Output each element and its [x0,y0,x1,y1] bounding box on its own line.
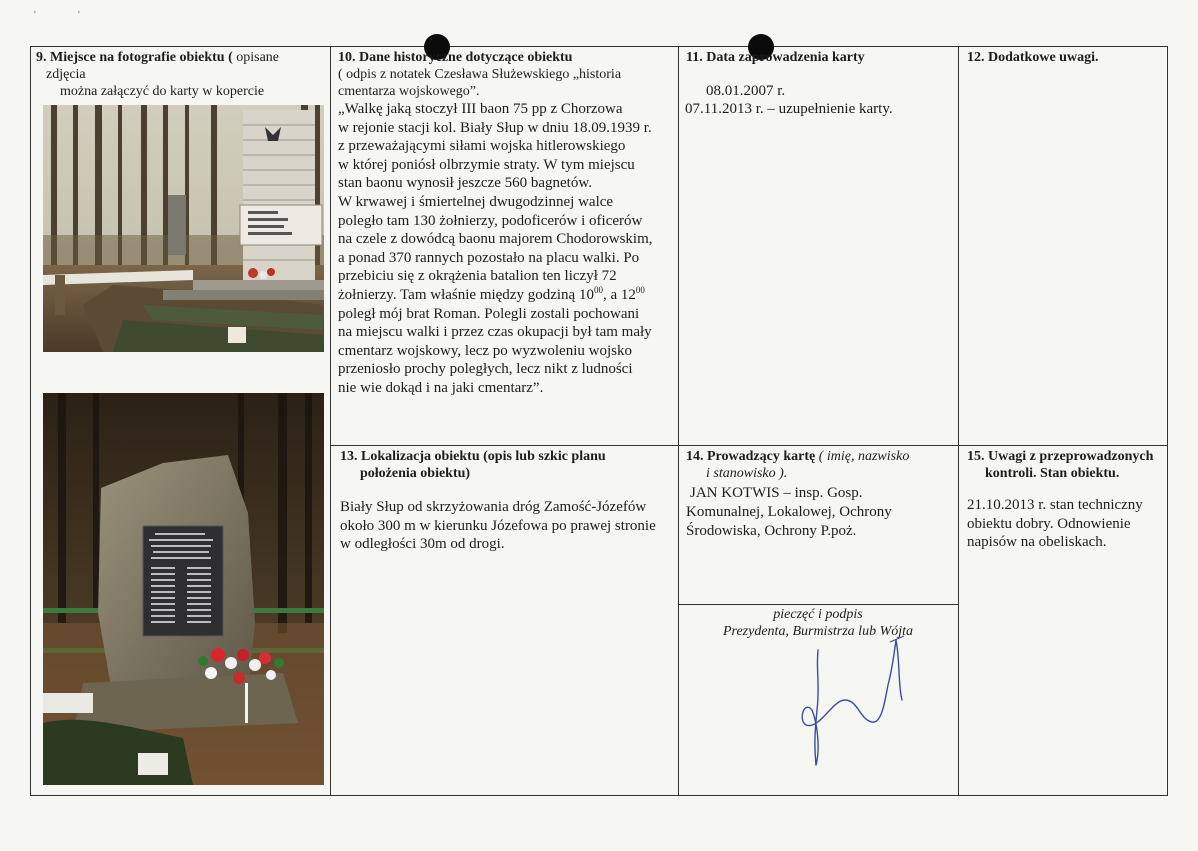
cell-historical-data [338,49,674,398]
history-line: przebiciu się z okrążenia batalion ten liczył 72 [338,268,617,285]
history-line: żołnierzy. Tam właśnie między godziną 10 [338,286,594,303]
column-divider [330,46,331,796]
card-date-update: 07.11.2013 r. – uzupełnienie karty. [685,101,893,117]
row-divider [330,445,1168,446]
cell-10-heading: 10. Dane historyczne dotyczące obiektu [338,50,573,65]
author-line: Komunalnej, Lokalowej, Ochrony [686,504,892,520]
cell-11-heading: 11. Data zaprowadzenia karty [686,50,865,65]
history-line-fragment: , a 12 [602,286,636,303]
location-line: około 300 m w kierunku Józefowa po prawej stronie [340,517,656,534]
scan-mark: ' [34,10,36,21]
cell-14-heading: 14. Prowadzący kartę [686,449,816,464]
remarks-line: napisów na obeliskach. [967,534,1107,550]
history-line: poległo tam 130 żołnierzy, podoficerów i oficerów [338,212,643,229]
history-line: z przeważającymi siłami wojska hitlerowskiego [338,138,626,155]
cell-photos [36,49,326,100]
cell-9-line: zdjęcia [46,67,86,82]
time-superscript: 00 [593,284,603,295]
remarks-line: obiektu dobry. Odnowienie [967,515,1131,532]
cell-14-heading-note: ( imię, nazwisko [815,449,910,464]
cell-9-heading: 9. Miejsce na fotografie obiektu ( [36,50,233,65]
cell-13-heading: 13. Lokalizacja obiektu (opis lub szkic planu [340,449,606,464]
cell-9-heading-rest: opisane [232,50,279,65]
history-line: w której poniósł olbrzymie straty. W tym miejscu [338,156,635,173]
cell-9-line: można załączyć do karty w kopercie [60,84,265,99]
photo-obelisk-memorial [43,105,324,352]
history-line: na czele z dowódcą baonu majorem Chodorowskim, [338,231,653,248]
column-divider [678,46,679,796]
cell-12-heading: 12. Dodatkowe uwagi. [967,50,1099,65]
remarks-line: 21.10.2013 r. stan techniczny [967,497,1143,513]
cell-card-author [686,448,954,541]
stamp-label: pieczęć i podpis [773,607,863,622]
history-line: cmentarz wojskowy, lecz po wyzwoleniu wojsko [338,342,632,359]
history-line: W krwawej i śmiertelnej dwugodzinnej walce [338,193,614,210]
cell-10-source: ( odpis z notatek Czesława Służewskiego „historia [338,67,622,82]
history-line: stan baonu wynosił jeszcze 560 bagnetów. [338,175,592,192]
stamp-label: Prezydenta, Burmistrza lub Wójta [722,624,914,639]
cell-13-heading: położenia obiektu) [360,466,471,481]
history-line: poległ mój brat Roman. Polegli zostali pochowani [338,305,640,322]
history-line: „Walkę jaką stoczył III baon 75 pp z Chorzowa [338,101,623,117]
author-line: JAN KOTWIS – insp. Gosp. [690,485,863,501]
column-divider [958,46,959,796]
photo-boulder-memorial [43,393,324,785]
cell-inspection-remarks [967,448,1165,552]
location-line: w odległości 30m od drogi. [340,536,505,552]
cell-location [340,448,674,554]
history-line: w rejonie stacji kol. Biały Słup w dniu 18.09.1939 r. [338,119,652,136]
cell-14-heading-note: i stanowisko ). [706,466,788,481]
row-divider [678,604,958,605]
time-superscript: 00 [635,284,645,295]
cell-15-heading: 15. Uwagi z przeprowadzonych [967,449,1154,464]
cell-15-heading: kontroli. Stan obiektu. [985,466,1120,481]
scan-mark: ' [78,10,80,21]
history-line: na miejscu walki i przez czas okupacji był tam mały [338,324,652,341]
cell-additional-notes [967,49,1165,66]
location-line: Biały Słup od skrzyżowania dróg Zamość-Józefów [340,499,647,515]
history-line: przeniosło prochy poległych, lecz nikt z ludności [338,361,633,378]
author-line: Środowiska, Ochrony P.poż. [686,523,857,539]
cell-10-source: cmentarza wojskowego”. [338,84,480,99]
history-line: nie wie dokąd i na jaki cmentarz”. [338,379,544,396]
cell-card-date [686,49,954,118]
history-line: a ponad 370 rannych pozostało na placu walki. Po [338,249,640,266]
handwritten-signature [790,630,920,770]
card-date: 08.01.2007 r. [706,83,786,99]
